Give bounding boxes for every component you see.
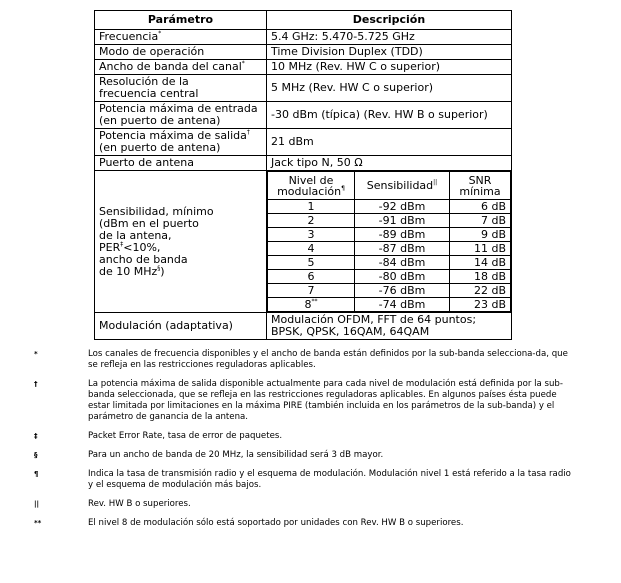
- sensitivity-subtable: [267, 171, 511, 312]
- value-cell: 5 MHz (Rev. HW C o superior): [267, 75, 512, 102]
- col-snr: SNR mínima: [450, 172, 511, 200]
- table-header-row: [95, 11, 512, 30]
- value-cell: Jack tipo N, 50 Ω: [267, 156, 512, 171]
- param-cell: Modo de operación: [95, 45, 267, 60]
- sensitivity-param-cell: Sensibilidad, mínimo (dBm en el puerto de la antena, PER‡<10%, ancho de banda de 10 MHz§): [95, 171, 267, 313]
- table-row: [95, 129, 512, 156]
- footnotes: [34, 349, 574, 529]
- table-row: [95, 60, 512, 75]
- footnote: ¶ Indica la tasa de transmisión radio y el esquema de modulación. Modulación nivel 1 está referido a la tasa radio y el esquema de modulación más bajos.: [34, 469, 571, 490]
- sensitivity-row: [95, 171, 512, 313]
- specifications-table: [94, 10, 512, 340]
- footnote: || Rev. HW B o superiores.: [34, 499, 191, 509]
- subtable-row: 3 -89 dBm 9 dB: [268, 228, 511, 242]
- table-row: [95, 313, 512, 340]
- header-parameter: Parámetro: [95, 11, 267, 30]
- param-cell: Potencia máxima de entrada (en puerto de antena): [95, 102, 267, 129]
- table-row: [95, 30, 512, 45]
- table-row: [95, 102, 512, 129]
- table-row: [95, 156, 512, 171]
- param-cell: Frecuencia*: [95, 30, 267, 45]
- value-cell: 21 dBm: [267, 129, 512, 156]
- subtable-row: 6 -80 dBm 18 dB: [268, 270, 511, 284]
- footnote: * Los canales de frecuencia disponibles y el ancho de banda están definidos por la sub-banda selecciona-da, que se refleja en las restricciones reguladoras aplicables.: [34, 349, 568, 370]
- header-description: Descripción: [267, 11, 512, 30]
- param-cell: Potencia máxima de salida† (en puerto de antena): [95, 129, 267, 156]
- param-cell: Puerto de antena: [95, 156, 267, 171]
- footnote: § Para un ancho de banda de 20 MHz, la sensibilidad será 3 dB mayor.: [34, 450, 384, 460]
- param-cell: Resolución de la frecuencia central: [95, 75, 267, 102]
- sensitivity-subtable-cell: [267, 171, 512, 313]
- subtable-row: 2 -91 dBm 7 dB: [268, 214, 511, 228]
- subtable-row: 5 -84 dBm 14 dB: [268, 256, 511, 270]
- value-cell: Modulación OFDM, FFT de 64 puntos; BPSK, QPSK, 16QAM, 64QAM: [267, 313, 512, 340]
- subtable-header-row: [268, 172, 511, 200]
- subtable-row: 8** -74 dBm 23 dB: [268, 298, 511, 312]
- subtable-row: 4 -87 dBm 11 dB: [268, 242, 511, 256]
- subtable-row: 1 -92 dBm 6 dB: [268, 200, 511, 214]
- footnote: ‡ Packet Error Rate, tasa de error de paquetes.: [34, 431, 283, 441]
- footnote: † La potencia máxima de salida disponible actualmente para cada nivel de modulación está definida por la sub-banda seleccionada, que se refleja en las restricciones reguladoras aplicables. En algunos países ésta puede estar limitada por limitaciones en la máxima PIRE (también incluida en los parámetros de la sub-banda) y el parámetro de ganancia de la antena.: [34, 379, 563, 422]
- value-cell: 5.4 GHz: 5.470-5.725 GHz: [267, 30, 512, 45]
- col-sensitivity: Sensibilidad||: [355, 172, 450, 200]
- table-row: [95, 45, 512, 60]
- param-cell: Ancho de banda del canal*: [95, 60, 267, 75]
- value-cell: Time Division Duplex (TDD): [267, 45, 512, 60]
- footnote: ** El nivel 8 de modulación sólo está soportado por unidades con Rev. HW B o superiores.: [34, 518, 464, 528]
- value-cell: -30 dBm (típica) (Rev. HW B o superior): [267, 102, 512, 129]
- param-cell: Modulación (adaptativa): [95, 313, 267, 340]
- subtable-row: 7 -76 dBm 22 dB: [268, 284, 511, 298]
- table-row: [95, 75, 512, 102]
- value-cell: 10 MHz (Rev. HW C o superior): [267, 60, 512, 75]
- col-modulation-level: Nivel de modulación¶: [268, 172, 355, 200]
